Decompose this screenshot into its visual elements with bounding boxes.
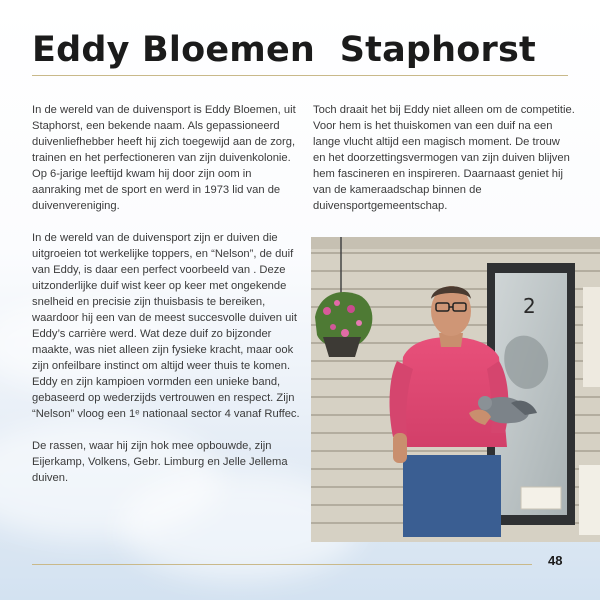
paragraph-intro: In de wereld van de duivensport is Eddy Bloemen, uit Staphorst, een bekende naam. Als gepassioneerd duivenliefhebber heeft hij zich toegewijd aan de zorg, trainen en het perfectioneren van zijn duivenkolonie. Op 6-jarige leeftijd kwam hij door zijn oom in aanraking met de sport en werd in 1973 lid van de duivenvereniging.: [32, 104, 296, 212]
photo-illustration: [311, 237, 600, 542]
paragraph-breeds: De rassen, waar hij zijn hok mee opbouwde, zijn Eijerkamp, Volkens, Gebr. Limburg en Jelle Jellema duiven.: [32, 440, 288, 484]
page-title: Eddy Bloemen Staphorst: [32, 30, 536, 70]
door-number: 2: [523, 294, 536, 318]
left-text-column: [32, 102, 300, 502]
footer-divider: [32, 564, 532, 565]
photo-eddy-with-pigeon: [311, 237, 600, 542]
paragraph-nelson: In de wereld van de duivensport zijn er duiven die uitgroeien tot werkelijke toppers, en “Nelson”, de duif van Eddy, is daar een perfect voorbeeld van . Deze uitzonderlijke duif wist keer op keer met ongekende snelheid en precisie zijn thuisbasis te bereiken, waardoor hij een van de meest succesvolle duiven uit Eddy’s carrière werd. Wat deze duif zo bijzonder maakte, was niet alleen zijn fysieke kracht, maar ook zijn onfeilbare instinct om altijd weer thuis te komen. Eddy en zijn kampioen vormden een unieke band, gebaseerd op wederzijds vertrouwen en respect. Zijn “Nelson” vloog een 1ᵉ nationaal sector 4 vanaf Ruffec.: [32, 232, 300, 420]
title-divider: [32, 75, 568, 76]
right-text-column: [313, 102, 575, 230]
paragraph-homecoming: Toch draait het bij Eddy niet alleen om de competitie. Voor hem is het thuiskomen van een duif na een lange vlucht altijd een magisch moment. De trouw en het doorzettingsvermogen van zijn duiven blijven hem fascineren en inspireren. Daarnaast geniet hij van de kameraadschap binnen de duivensportgemeentschap.: [313, 104, 575, 212]
page-number: 48: [548, 553, 563, 568]
